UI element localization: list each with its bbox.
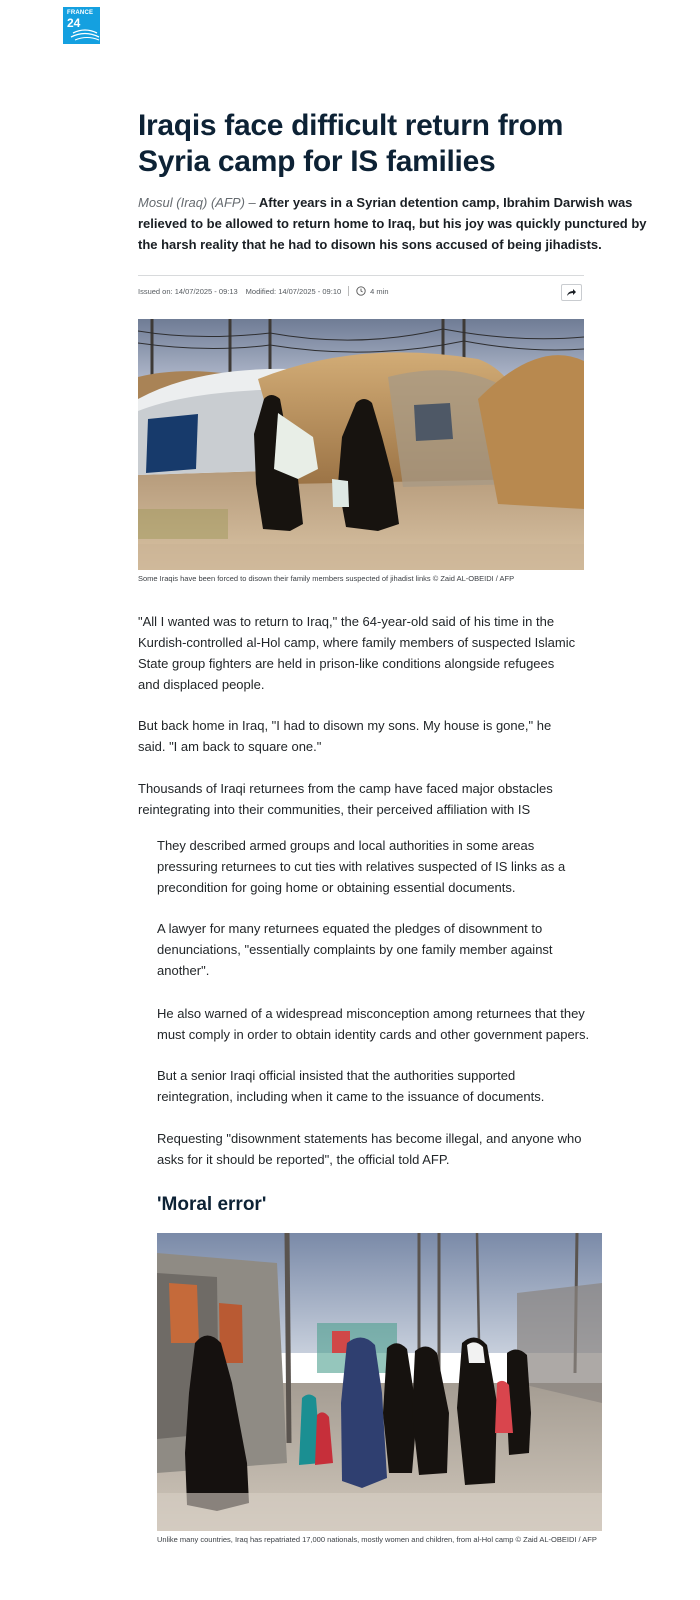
article-lead-text: After years in a Syrian detention camp, Ibrahim Darwish was relieved to be allowed to return home to Iraq, but his joy was quickly punctured by the harsh reality that he had to disown his sons accused of being jihadists. [138, 195, 647, 252]
photo1-caption [138, 573, 598, 584]
paragraph-7: But a senior Iraqi official insisted that the authorities supported reintegration, including when it came to the issuance of documents. [157, 1068, 545, 1104]
article-dateline: Mosul (Iraq) (AFP) – [138, 195, 256, 210]
france24-logo[interactable] [63, 7, 100, 44]
paragraph-4: They described armed groups and local authorities in some areas pressuring returnees to cut ties with relatives suspected of IS links as a precondition for going home or obtaining essential documents. [157, 838, 566, 895]
meta-separator [348, 286, 349, 296]
article-meta [138, 285, 389, 297]
paragraph-8: Requesting "disownment statements has become illegal, and anyone who asks for it should be reported", the official told AFP. [157, 1131, 582, 1167]
paragraph-1: "All I wanted was to return to Iraq," the 64-year-old said of his time in the Kurdish-controlled al-Hol camp, where family members of suspected Islamic State group fighters are held in prison-like conditions alongside refugees and displaced people. [138, 614, 576, 692]
paragraph-5: A lawyer for many returnees equated the pledges of disownment to denunciations, "essentially complaints by one family member against another". [157, 921, 553, 978]
issued-date: Issued on: 14/07/2025 - 09:13 [138, 286, 238, 296]
section-subheading: 'Moral error' [157, 1194, 267, 1215]
modified-date: Modified: 14/07/2025 - 09:10 [245, 286, 342, 296]
clock-icon [356, 286, 366, 296]
paragraph-6: He also warned of a widespread misconception among returnees that they must comply in order to obtain identity cards and other government papers. [157, 1006, 590, 1042]
article-title: Iraqis face difficult return from Syria camp for IS families [138, 109, 564, 178]
paragraph-2: But back home in Iraq, "I had to disown my sons. My house is gone," he said. "I am back to square one." [138, 718, 552, 754]
read-time: 4 min [370, 286, 389, 296]
logo-text-france: FRANCE [67, 10, 94, 16]
share-button[interactable] [561, 284, 582, 301]
logo-text-24: 24 [67, 16, 81, 30]
article-photo-camp [138, 319, 584, 570]
article-photo-women-walking [157, 1233, 602, 1531]
article-lead [138, 192, 658, 255]
meta-divider [138, 275, 584, 276]
photo2-caption: Unlike many countries, Iraq has repatriated 17,000 nationals, mostly women and children, from al-Hol camp © Zaid AL-OBEIDI / AFP [157, 1535, 597, 1544]
paragraph-3: Thousands of Iraqi returnees from the camp have faced major obstacles reintegrating into their communities, their perceived affiliation with IS [138, 781, 553, 817]
photo1-credit: © Zaid AL-OBEIDI / AFP [432, 574, 515, 583]
share-arrow-icon [566, 288, 577, 297]
photo1-caption-text: Some Iraqis have been forced to disown their family members suspected of jihadist links [138, 574, 431, 583]
